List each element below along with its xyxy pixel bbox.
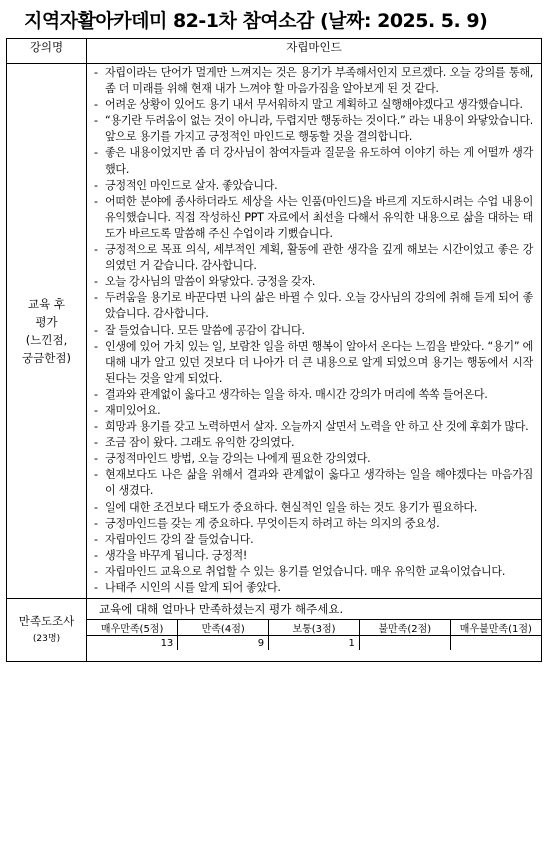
- comment-item: - 결과와 관계없이 옳다고 생각하는 일을 하자. 매시간 강의가 머리에 쏙쏙 들어온다.: [94, 387, 533, 403]
- comment-item: - 조금 잠이 왔다. 그래도 유익한 강의였다.: [94, 435, 533, 451]
- satisfaction-label: 만족도조사: [18, 614, 75, 629]
- comment-item: - 나태주 시인의 시를 알게 되어 좋았다.: [94, 580, 533, 596]
- evaluation-label-line2: 평가: [35, 315, 58, 330]
- rating-header-satisfied: 만족(4점): [178, 620, 269, 636]
- satisfaction-header-row: [87, 620, 541, 636]
- comment-item: - 재미있어요.: [94, 403, 533, 419]
- rating-value-neutral: 1: [269, 636, 360, 651]
- header-row: [7, 39, 542, 64]
- comment-item: - 희망과 용기를 갖고 노력하면서 살자. 오늘까지 살면서 노력을 안 하고 산 것에 후회가 많다.: [94, 419, 533, 435]
- rating-header-dissatisfied: 불만족(2점): [359, 620, 450, 636]
- comment-list: [87, 64, 541, 598]
- comment-item: - 긍정적인 마인드로 살자. 좋았습니다.: [94, 178, 533, 194]
- evaluation-label-line4: 궁금한점): [22, 351, 71, 366]
- satisfaction-value-row: [87, 636, 541, 651]
- comment-item: - 현재보다도 나은 삶을 위해서 결과와 관계없이 옳다고 생각하는 일을 해야겠다는 마음가짐이 생겼다.: [94, 467, 533, 499]
- satisfaction-table: [87, 619, 541, 650]
- comment-item: - 긍정적으로 목표 의식, 세부적인 계획, 활동에 관한 생각을 깊게 해보는 시간이었고 좋은 강의였던 거 같습니다. 감사합니다.: [94, 242, 533, 274]
- rating-header-very-satisfied: 매우만족(5점): [87, 620, 178, 636]
- respondent-count: (23명): [32, 634, 61, 645]
- rating-header-very-dissatisfied: 매우불만족(1점): [450, 620, 541, 636]
- comment-item: - 좋은 내용이었지만 좀 더 강사님이 참여자들과 질문을 유도하여 이야기 하는 게 어떨까 생각했다.: [94, 145, 533, 177]
- rating-value-dissatisfied: [359, 636, 450, 651]
- comment-item: - 어려운 상황이 있어도 용기 내서 무서워하지 말고 계획하고 실행해야겠다고 생각했습니다.: [94, 97, 533, 113]
- satisfaction-label-cell: [7, 599, 87, 662]
- comment-item: - 두려움을 용기로 바꾼다면 나의 삶은 바뀔 수 있다. 오늘 강사님의 강의에 취해 듣게 되어 좋았습니다. 감사합니다.: [94, 290, 533, 322]
- comment-item: - 긍정마인드를 갖는 게 중요하다. 무엇이든지 하려고 하는 의지의 중요성.: [94, 516, 533, 532]
- comment-item: - 자립마인드 강의 잘 들었습니다.: [94, 532, 533, 548]
- comment-item: - 어떠한 분야에 종사하더라도 세상을 사는 인품(마인드)을 바르게 지도하시려는 수업 내용이 유익했습니다. 직접 작성하신 PPT 자료에서 최선을 다해서 유익한 내용으로 삶을 대하는 태도가 바르도록 말씀해 주신 수업이라 기뻤습니다.: [94, 194, 533, 242]
- evaluation-label: [7, 64, 87, 599]
- satisfaction-cell: [87, 599, 542, 662]
- lecture-name-value: 자립마인드: [87, 39, 542, 64]
- comment-item: - 인생에 있어 가치 있는 일, 보람찬 일을 하면 행복이 알아서 온다는 느낌을 받았다. “용기” 에 대해 내가 알고 있던 것보다 더 나아가 더 큰 내용으로 알게 되었으며 용기는 행동에서 시작된다는 것을 알게 되었다.: [94, 339, 533, 387]
- rating-value-satisfied: 9: [178, 636, 269, 651]
- rating-value-very-satisfied: 13: [87, 636, 178, 651]
- satisfaction-question: 교육에 대해 얼마나 만족하셨는지 평가 해주세요.: [99, 602, 344, 617]
- comments-cell: [87, 64, 542, 599]
- comment-item: - 생각을 바꾸게 됩니다. 긍정적!: [94, 548, 533, 564]
- feedback-table: [6, 38, 542, 662]
- comment-item: - 일에 대한 조건보다 태도가 중요하다. 현실적인 일을 하는 것도 용기가 필요하다.: [94, 500, 533, 516]
- comment-item: - 긍정적마인드 방법, 오늘 강의는 나에게 필요한 강의였다.: [94, 451, 533, 467]
- comment-item: - 자립이라는 단어가 멀게만 느껴지는 것은 용기가 부족해서인지 모르겠다. 오늘 강의를 통해, 좀 더 미래를 위해 현재 내가 느껴야 할 마음가짐을 알아보게 된 것 같다.: [94, 65, 533, 97]
- evaluation-label-line3: (느낀점,: [25, 333, 68, 348]
- comment-item: - 잘 들었습니다. 모든 말씀에 공감이 갑니다.: [94, 323, 533, 339]
- lecture-name-header: 강의명: [7, 39, 87, 64]
- evaluation-label-line1: 교육 후: [28, 297, 65, 312]
- page-title: 지역자활아카데미 82-1차 참여소감 (날짜: 2025. 5. 9): [24, 10, 488, 32]
- comment-item: - 자립마인드 교육으로 취업할 수 있는 용기를 얻었습니다. 매우 유익한 교육이었습니다.: [94, 564, 533, 580]
- rating-value-very-dissatisfied: [450, 636, 541, 651]
- comment-item: - “용기란 두려움이 없는 것이 아니라, 두렵지만 행동하는 것이다.” 라는 내용이 와닿았습니다. 앞으로 용기를 가지고 긍정적인 마인드로 행동할 것을 결의합니다.: [94, 113, 533, 145]
- rating-header-neutral: 보통(3점): [269, 620, 360, 636]
- comment-item: - 오늘 강사님의 말씀이 와닿았다. 긍정을 갖자.: [94, 274, 533, 290]
- satisfaction-row: [7, 599, 542, 662]
- evaluation-row: [7, 64, 542, 599]
